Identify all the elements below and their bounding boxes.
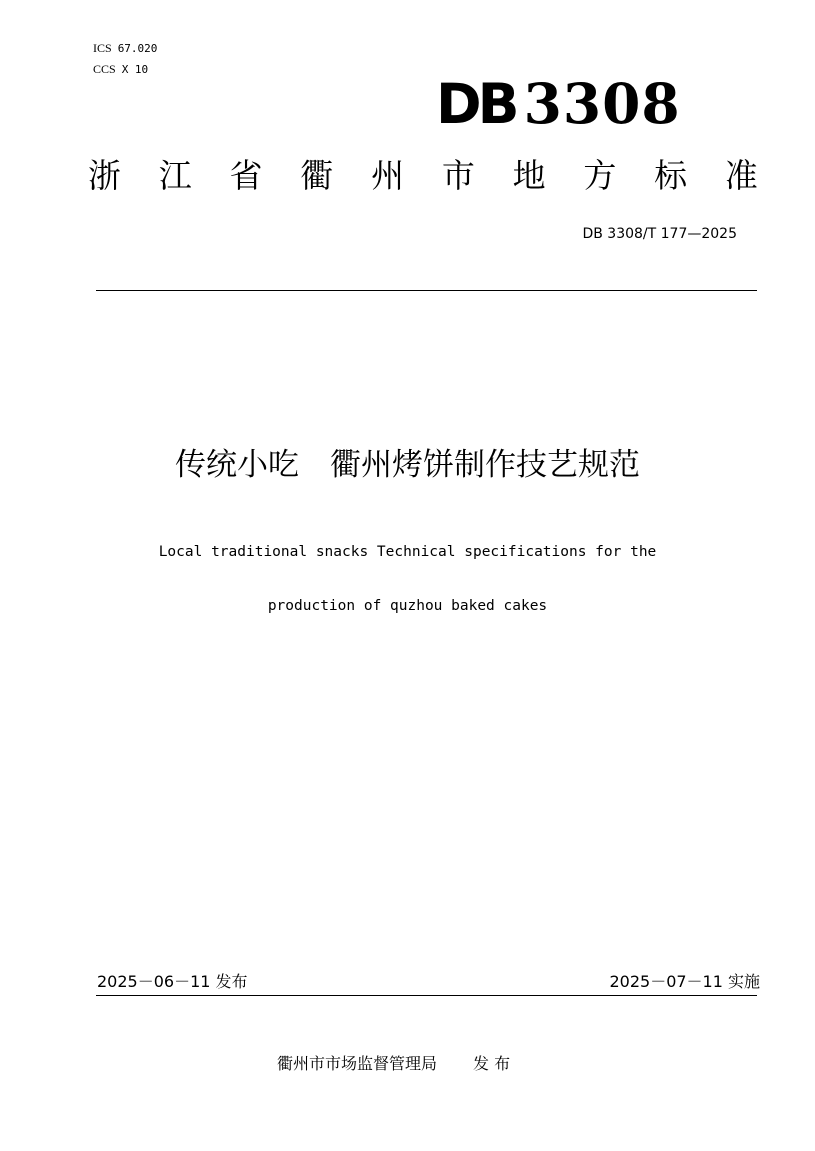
ccs-classification	[93, 62, 148, 77]
standard-type-char: 市	[441, 156, 475, 195]
ics-value: 67.020	[117, 42, 158, 55]
db-logo-prefix: DB	[436, 72, 516, 136]
top-divider	[96, 290, 757, 291]
title-english-line: Local traditional snacks Technical specifications for the	[158, 544, 657, 560]
publisher-name: 衢州市市场监督管理局	[277, 1054, 438, 1073]
issue-date: 2025－06－11 发布	[97, 972, 248, 991]
ics-classification	[93, 41, 157, 56]
bottom-divider	[96, 995, 757, 996]
standard-type-char: 衢	[300, 156, 334, 195]
title-english-line: production of quzhou baked cakes	[267, 598, 548, 614]
standard-number: DB 3308/T 177—2025	[582, 226, 737, 242]
standard-type-char: 方	[583, 156, 617, 195]
title-chinese: 传统小吃 衢州烤饼制作技艺规范	[175, 447, 640, 483]
standard-type-char: 省	[229, 156, 263, 195]
implementation-date: 2025－07－11 实施	[609, 972, 760, 991]
db-logo-code: 3308	[523, 71, 681, 136]
publisher-line	[277, 1054, 510, 1074]
standard-type-heading	[88, 154, 758, 198]
db-logo	[436, 71, 681, 136]
ccs-label: CCS	[93, 62, 116, 76]
standard-type-char: 江	[158, 156, 192, 195]
standard-type-char: 准	[724, 156, 758, 195]
standard-type-char: 州	[371, 156, 405, 195]
standard-type-char: 标	[654, 156, 688, 195]
standard-type-char: 地	[512, 156, 546, 195]
publisher-action: 发 布	[473, 1054, 511, 1073]
title-english	[0, 512, 815, 647]
ccs-value: X 10	[121, 63, 149, 76]
ics-label: ICS	[93, 41, 112, 55]
standard-type-char: 浙	[88, 156, 121, 195]
